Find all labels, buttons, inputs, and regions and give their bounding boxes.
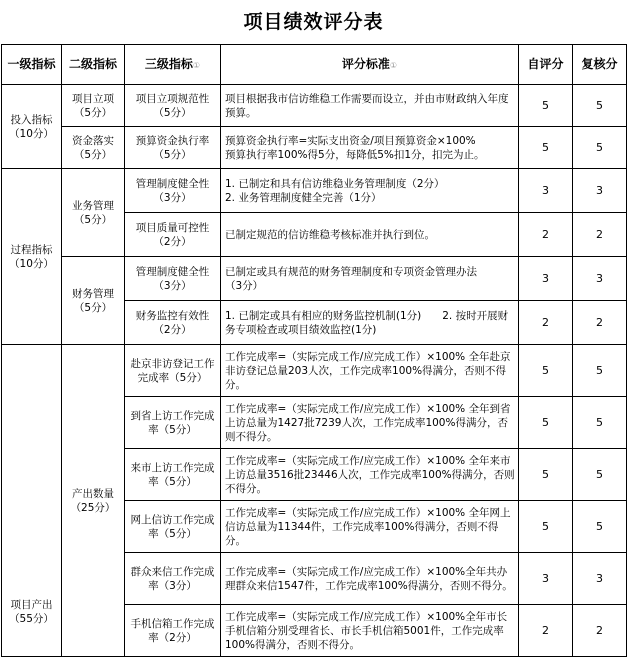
level2-cell: 资金落实 （5分） xyxy=(62,127,125,169)
level3-cell: 手机信箱工作完成率（2分） xyxy=(125,605,221,657)
level2-cell: 产出数量 （25分） xyxy=(62,345,125,657)
header-level2: 二级指标 xyxy=(62,45,125,85)
review-score: 3 xyxy=(573,169,627,213)
criteria-cell: 已制定或具有规范的财务管理制度和专项资金管理办法 （3分） xyxy=(221,257,519,301)
self-score: 5 xyxy=(519,501,573,553)
self-score: 3 xyxy=(519,553,573,605)
level3-cell: 网上信访工作完成率（5分） xyxy=(125,501,221,553)
review-score: 5 xyxy=(573,449,627,501)
header-level3: 三级指标① xyxy=(125,45,221,85)
self-score: 2 xyxy=(519,605,573,657)
review-score: 5 xyxy=(573,501,627,553)
self-score: 3 xyxy=(519,169,573,213)
header-criteria: 评分标准① xyxy=(221,45,519,85)
self-score: 2 xyxy=(519,213,573,257)
group-output: 项目产出 （55分） xyxy=(2,345,62,657)
review-score: 2 xyxy=(573,213,627,257)
page-title: 项目绩效评分表 xyxy=(243,11,384,33)
review-score: 3 xyxy=(573,257,627,301)
table-row xyxy=(2,85,627,127)
criteria-cell: 已制定规范的信访维稳考核标准并执行到位。 xyxy=(221,213,519,257)
header-level1: 一级指标 xyxy=(2,45,62,85)
level3-cell: 群众来信工作完成率（3分） xyxy=(125,553,221,605)
self-score: 2 xyxy=(519,301,573,345)
criteria-cell: 项目根据我市信访维稳工作需要而设立，并由市财政纳入年度预算。 xyxy=(221,85,519,127)
group-process: 过程指标 （10分） xyxy=(2,169,62,345)
review-score: 5 xyxy=(573,127,627,169)
level3-cell: 来市上访工作完成率（5分） xyxy=(125,449,221,501)
self-score: 5 xyxy=(519,449,573,501)
criteria-cell: 1. 已制定和具有信访维稳业务管理制度（2分） 2. 业务管理制度健全完善（1分） xyxy=(221,169,519,213)
level3-cell: 项目立项规范性 （5分） xyxy=(125,85,221,127)
criteria-cell: 工作完成率=（实际完成工作/应完成工作）×100% 全年赴京非访登记总量203人次，工作完成率100%得满分，否则不得分。 xyxy=(221,345,519,397)
table-row xyxy=(2,169,627,213)
criteria-cell: 工作完成率=（实际完成工作/应完成工作）×100%全年共办理群众来信1547件，工作完成率100%得满分，否则不得分。 xyxy=(221,553,519,605)
level2-cell: 项目立项 （5分） xyxy=(62,85,125,127)
self-score: 5 xyxy=(519,397,573,449)
table-row xyxy=(2,127,627,169)
self-score: 5 xyxy=(519,127,573,169)
header-row xyxy=(2,45,627,85)
criteria-cell: 工作完成率=（实际完成工作/应完成工作）×100% 全年到省上访总量为1427批7239人次，工作完成率100%得满分，否则不得分。 xyxy=(221,397,519,449)
criteria-cell: 工作完成率=（实际完成工作/应完成工作）×100% 全年网上信访总量为11344件，工作完成率100%得满分，否则不得分。 xyxy=(221,501,519,553)
group-input: 投入指标 （10分） xyxy=(2,85,62,169)
criteria-cell: 预算资金执行率=实际支出资金/项目预算资金×100% 预算执行率100%得5分，每降低5%扣1分，扣完为止。 xyxy=(221,127,519,169)
review-score: 5 xyxy=(573,345,627,397)
level2-cell: 业务管理 （5分） xyxy=(62,169,125,257)
performance-table xyxy=(1,44,627,657)
level2-cell: 财务管理 （5分） xyxy=(62,257,125,345)
level3-cell: 到省上访工作完成率（5分） xyxy=(125,397,221,449)
level3-cell: 项目质量可控性 （2分） xyxy=(125,213,221,257)
header-review-score: 复核分 xyxy=(573,45,627,85)
self-score: 5 xyxy=(519,85,573,127)
header-self-score: 自评分 xyxy=(519,45,573,85)
table-row xyxy=(2,345,627,397)
review-score: 2 xyxy=(573,605,627,657)
review-score: 5 xyxy=(573,85,627,127)
criteria-cell: 工作完成率=（实际完成工作/应完成工作）×100% 全年来市上访总量3516批23446人次，工作完成率100%得满分，否则不得分。 xyxy=(221,449,519,501)
level3-cell: 管理制度健全性 （3分） xyxy=(125,257,221,301)
review-score: 5 xyxy=(573,397,627,449)
criteria-cell: 1. 已制定或具有相应的财务监控机制(1分) 2. 按时开展财务专项检查或项目绩效监控(1分) xyxy=(221,301,519,345)
level3-cell: 管理制度健全性 （3分） xyxy=(125,169,221,213)
criteria-cell: 工作完成率=（实际完成工作/应完成工作）×100%全年市长手机信箱分别受理省长、市长手机信箱5001件，工作完成率100%得满分，否则不得分。 xyxy=(221,605,519,657)
self-score: 3 xyxy=(519,257,573,301)
review-score: 3 xyxy=(573,553,627,605)
level3-cell: 赴京非访登记工作完成率（5分） xyxy=(125,345,221,397)
table-row xyxy=(2,257,627,301)
level3-cell: 预算资金执行率 （5分） xyxy=(125,127,221,169)
level3-cell: 财务监控有效性 （2分） xyxy=(125,301,221,345)
footnote-marker: ① xyxy=(389,60,398,70)
review-score: 2 xyxy=(573,301,627,345)
footnote-marker: ① xyxy=(192,60,201,70)
self-score: 5 xyxy=(519,345,573,397)
